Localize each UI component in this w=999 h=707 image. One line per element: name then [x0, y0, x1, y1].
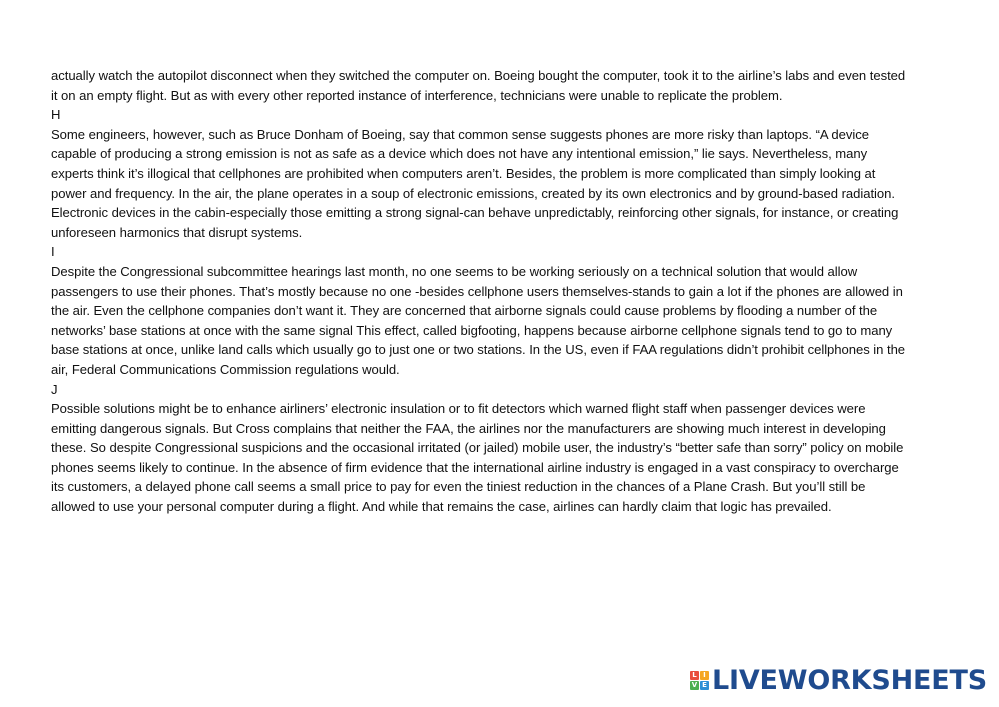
liveworksheets-logo [690, 667, 987, 694]
liveworksheets-logo-icon [690, 671, 709, 690]
paragraph-j: Possible solutions might be to enhance airliners’ electronic insulation or to fit detectors which warned flight staff when passenger devices were emitting dangerous signals. But Cross complains that neither the FAA, the airlines nor the manufacturers are showing much interest in developing these. So despite Congressional suspicions and the occasional irritated (or jailed) mobile user, the industry’s “better safe than sorry” policy on mobile phones seems likely to continue. In the absence of firm evidence that the international airline industry is engaged in a vast conspiracy to overcharge its customers, a delayed phone call seems a small price to pay for even the tiniest reduction in the chances of a Plane Crash. But you’ll still be allowed to use your personal computer during a flight. And while that remains the case, airlines can hardly claim that logic has prevailed. [51, 401, 904, 515]
section-heading-i: I [51, 244, 55, 260]
section-heading-h: H [51, 107, 61, 123]
logo-wordmark: LIVEWORKSHEETS [711, 665, 987, 696]
logo-mark-tile-e: E [700, 681, 709, 690]
logo-mark-tile-v: V [691, 681, 698, 689]
section-heading-j: J [51, 381, 58, 397]
paragraph-i: Despite the Congressional subcommittee hearings last month, no one seems to be working seriously on a technical solution that would allow passengers to use their phones. That’s mostly because no one -besides cellphone users themselves-stands to gain a lot if the phones are allowed in the air. Even the cellphone companies don’t want it. They are concerned that airborne signals could cause problems by flooding a number of the networks’ base stations at once with the same signal This effect, called bigfooting, happens because airborne cellphone signals tend to go to many base stations at once, unlike land calls which usually go to just one or two stations. In the US, even if FAA regulations didn’t prohibit cellphones in the air, Federal Communications Commission regulations would. [51, 263, 906, 377]
logo-mark-tile-l: L [690, 671, 699, 680]
paragraph-h: Some engineers, however, such as Bruce Donham of Boeing, say that common sense suggests phones are more risky than laptops. “A device capable of producing a strong emission is not as safe as a device which does not have any intentional emission,” lie says. Nevertheless, many experts think it’s illogical that cellphones are prohibited when computers aren’t. Besides, the problem is more complicated than simply looking at power and frequency. In the air, the plane operates in a soup of electronic emissions, created by its own electronics and by ground-based radiation. Electronic devices in the cabin-especially those emitting a strong signal-can behave unpredictably, reinforcing other signals, for instance, or creating unforeseen harmonics that disrupt systems. [51, 126, 899, 240]
logo-mark-tile-i: I [700, 671, 709, 680]
document-body [51, 66, 911, 517]
paragraph-intro: actually watch the autopilot disconnect when they switched the computer on. Boeing bought the computer, took it to the airline’s labs and even tested it on an empty flight. But as with every other reported instance of interference, technicians were unable to replicate the problem. [51, 68, 906, 103]
